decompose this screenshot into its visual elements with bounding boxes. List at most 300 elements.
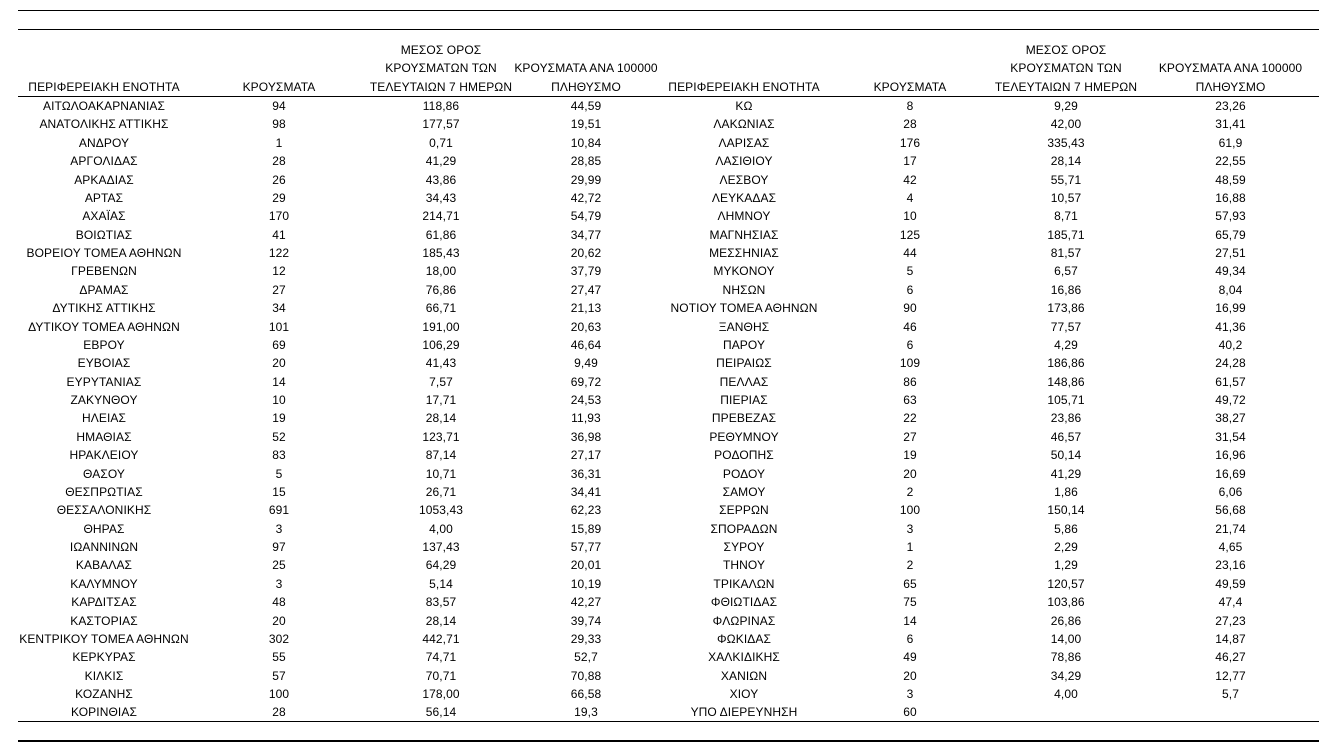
cases-cell: 20 — [272, 613, 286, 628]
cases-cell: 22 — [903, 411, 917, 426]
per100k-cell: 61,57 — [1215, 374, 1246, 389]
per100k-cell: 16,69 — [1215, 466, 1246, 481]
per100k-cell: 34,41 — [570, 484, 602, 499]
table-row — [18, 648, 1319, 666]
per100k-cell: 5,7 — [1222, 687, 1239, 701]
avg7-cell: 1,29 — [1054, 558, 1078, 573]
region-cell: ΠΡΕΒΕΖΑΣ — [711, 411, 777, 426]
per100k-cell: 62,23 — [570, 503, 602, 518]
cases-cell: 20 — [903, 466, 917, 481]
top-rule — [18, 10, 1319, 11]
cases-cell: 69 — [272, 337, 286, 352]
cases-cell: 57 — [272, 668, 286, 683]
table-row — [18, 318, 1319, 336]
cases-cell: 14 — [272, 374, 286, 389]
cases-cell: 75 — [903, 595, 917, 610]
region-cell: ΒΟΙΩΤΙΑΣ — [75, 227, 133, 242]
bottom-rule — [18, 740, 1319, 742]
header-avg7-right: ΜΕΣΟΣ ΟΡΟΣ ΚΡΟΥΣΜΑΤΩΝ ΤΩΝ ΤΕΛΕΥΤΑΙΩΝ 7 ΗΜΕΡΩΝ — [994, 42, 1138, 94]
region-cell: ΦΩΚΙΔΑΣ — [716, 631, 772, 646]
cases-cell: 86 — [903, 374, 917, 389]
per100k-cell: 40,2 — [1218, 337, 1243, 352]
per100k-cell: 19,3 — [574, 705, 598, 720]
avg7-cell: 8,71 — [1054, 209, 1078, 224]
cases-cell: 6 — [906, 631, 914, 646]
cases-cell: 6 — [906, 337, 914, 352]
per100k-cell: 20,62 — [570, 246, 602, 260]
per100k-cell: 56,68 — [1215, 503, 1246, 518]
per100k-cell: 27,23 — [1215, 613, 1246, 628]
cases-cell: 48 — [272, 595, 286, 610]
region-cell: ΝΗΣΩΝ — [722, 282, 766, 297]
region-cell: ΒΟΡΕΙΟΥ ΤΟΜΕΑ ΑΘΗΝΩΝ — [26, 246, 182, 260]
avg7-cell: 66,71 — [425, 301, 457, 316]
avg7-cell: 186,86 — [1047, 356, 1085, 371]
table-row — [18, 667, 1319, 685]
region-cell: ΖΑΚΥΝΘΟΥ — [70, 393, 138, 407]
avg7-cell: 177,57 — [422, 117, 460, 132]
cases-cell: 12 — [272, 264, 286, 279]
region-cell: ΡΟΔΟΥ — [722, 466, 766, 481]
table-row — [18, 630, 1319, 648]
cases-cell: 100 — [268, 687, 290, 701]
cases-cell: 55 — [272, 650, 286, 665]
per100k-cell: 38,27 — [1215, 411, 1246, 426]
avg7-cell: 43,86 — [425, 172, 457, 187]
avg7-cell: 5,14 — [429, 576, 453, 591]
cases-cell: 52 — [272, 429, 286, 444]
cases-cell: 19 — [903, 448, 917, 463]
avg7-cell: 55,71 — [1050, 172, 1082, 187]
header-region-right: ΠΕΡΙΦΕΡΕΙΑΚΗ ΕΝΟΤΗΤΑ — [668, 79, 820, 94]
cases-cell: 34 — [272, 301, 286, 316]
per100k-cell: 21,74 — [1215, 521, 1246, 536]
per100k-cell: 15,89 — [570, 521, 602, 536]
region-cell: ΠΙΕΡΙΑΣ — [720, 393, 768, 407]
avg7-cell: 6,57 — [1054, 264, 1078, 279]
cases-cell: 691 — [268, 503, 290, 518]
covid-cases-table — [18, 40, 1319, 722]
cases-cell: 109 — [899, 356, 921, 371]
region-cell: ΚΑΛΥΜΝΟΥ — [70, 576, 138, 591]
cases-cell: 1 — [906, 540, 914, 554]
cases-cell: 42 — [903, 172, 917, 187]
region-cell: ΚΑΣΤΟΡΙΑΣ — [70, 613, 138, 628]
region-cell: ΕΥΒΟΙΑΣ — [77, 356, 131, 371]
table-row — [18, 409, 1319, 427]
avg7-cell: 28,14 — [425, 411, 457, 426]
per100k-cell: 19,51 — [570, 117, 602, 132]
per100k-cell: 10,19 — [570, 576, 602, 591]
avg7-cell: 14,00 — [1050, 631, 1082, 646]
header-rule — [18, 29, 1319, 30]
region-cell: ΥΠΟ ΔΙΕΡΕΥΝΗΣΗ — [690, 705, 798, 720]
cases-cell: 5 — [275, 466, 283, 481]
avg7-cell: 4,00 — [429, 521, 453, 536]
table-row — [18, 703, 1319, 721]
region-cell: ΡΕΘΥΜΝΟΥ — [709, 429, 779, 444]
region-cell: ΣΑΜΟΥ — [722, 484, 766, 499]
table-row — [18, 152, 1319, 170]
per100k-cell: 14,87 — [1215, 631, 1246, 646]
cases-cell: 41 — [272, 227, 286, 242]
avg7-cell: 28,14 — [425, 613, 457, 628]
avg7-cell: 0,71 — [429, 135, 453, 150]
per100k-cell: 27,47 — [570, 282, 602, 297]
table-row — [18, 134, 1319, 152]
cases-cell: 3 — [275, 576, 283, 591]
per100k-cell: 21,13 — [570, 301, 602, 316]
region-cell: ΗΜΑΘΙΑΣ — [76, 429, 132, 444]
region-cell: ΔΥΤΙΚΗΣ ΑΤΤΙΚΗΣ — [52, 301, 156, 316]
region-cell: ΚΑΡΔΙΤΣΑΣ — [71, 595, 137, 610]
cases-cell: 83 — [272, 448, 286, 463]
avg7-cell: 10,71 — [425, 466, 457, 481]
cases-cell: 27 — [903, 429, 917, 444]
region-cell: ΛΗΜΝΟΥ — [717, 209, 771, 224]
region-cell: ΗΡΑΚΛΕΙΟΥ — [69, 448, 139, 463]
cases-cell: 170 — [268, 209, 290, 224]
avg7-cell: 442,71 — [422, 631, 460, 646]
table-row — [18, 354, 1319, 372]
avg7-cell: 83,57 — [425, 595, 457, 610]
avg7-cell: 214,71 — [422, 209, 460, 224]
cases-cell: 2 — [906, 484, 914, 499]
per100k-cell: 47,4 — [1218, 595, 1243, 610]
table-row — [18, 612, 1319, 630]
region-cell: ΚΕΡΚΥΡΑΣ — [72, 650, 136, 665]
region-cell: ΓΡΕΒΕΝΩΝ — [71, 264, 137, 279]
per100k-cell: 42,72 — [570, 190, 602, 205]
region-cell: ΦΛΩΡΙΝΑΣ — [712, 613, 776, 628]
region-cell: ΞΑΝΘΗΣ — [718, 319, 770, 334]
per100k-cell: 16,88 — [1215, 190, 1246, 205]
region-cell: ΘΑΣΟΥ — [83, 466, 125, 481]
region-cell: ΘΗΡΑΣ — [83, 521, 125, 536]
avg7-cell: 74,71 — [425, 650, 457, 665]
per100k-cell: 44,59 — [514, 97, 658, 116]
cases-cell: 302 — [268, 631, 290, 646]
avg7-cell: 120,57 — [1047, 576, 1085, 591]
per100k-cell: 24,28 — [1215, 356, 1246, 371]
table-row — [18, 501, 1319, 519]
cases-cell: 46 — [903, 319, 917, 334]
header-per100k-right: ΚΡΟΥΣΜΑΤΑ ΑΝΑ 100000 ΠΛΗΘΥΣΜΟ — [1158, 61, 1303, 94]
table-row — [18, 556, 1319, 574]
region-cell: ΛΕΥΚΑΔΑΣ — [711, 190, 777, 205]
region-cell: ΧΙΟΥ — [729, 687, 759, 701]
avg7-cell: 81,57 — [1050, 246, 1082, 260]
per100k-cell: 61,9 — [1218, 135, 1243, 150]
table-row — [18, 299, 1319, 317]
region-cell: ΑΡΓΟΛΙΔΑΣ — [70, 154, 138, 169]
avg7-cell: 41,29 — [425, 154, 457, 169]
per100k-cell: 9,49 — [574, 356, 598, 371]
per100k-cell: 27,51 — [1215, 246, 1246, 260]
region-cell: ΧΑΝΙΩΝ — [720, 668, 768, 683]
avg7-cell: 148,86 — [1047, 374, 1085, 389]
avg7-cell: 87,14 — [425, 448, 457, 463]
per100k-cell: 69,72 — [570, 374, 602, 389]
region-cell: ΔΡΑΜΑΣ — [79, 282, 129, 297]
cases-cell: 65 — [903, 576, 917, 591]
region-cell: ΚΟΡΙΝΘΙΑΣ — [71, 705, 137, 720]
cases-cell: 94 — [190, 97, 368, 116]
per100k-cell: 65,79 — [1215, 227, 1246, 242]
cases-cell: 2 — [906, 558, 914, 573]
avg7-cell: 105,71 — [1047, 393, 1085, 407]
table-row — [18, 575, 1319, 593]
per100k-cell: 23,26 — [1142, 97, 1319, 116]
table-row — [18, 115, 1319, 133]
cases-cell: 28 — [903, 117, 917, 132]
region-cell: ΚΙΛΚΙΣ — [84, 668, 124, 683]
avg7-cell: 46,57 — [1050, 429, 1082, 444]
avg7-cell: 106,29 — [422, 337, 460, 352]
region-cell: ΚΟΖΑΝΗΣ — [75, 687, 133, 701]
region-cell: ΝΟΤΙΟΥ ΤΟΜΕΑ ΑΘΗΝΩΝ — [670, 301, 818, 316]
region-cell: ΜΥΚΟΝΟΥ — [713, 264, 775, 279]
per100k-cell: 48,59 — [1215, 172, 1246, 187]
per100k-cell: 42,27 — [570, 595, 602, 610]
avg7-cell: 64,29 — [425, 558, 457, 573]
per100k-cell: 37,79 — [570, 264, 602, 279]
region-cell: ΤΗΝΟΥ — [722, 558, 766, 573]
cases-cell: 49 — [903, 650, 917, 665]
per100k-cell: 66,58 — [570, 687, 602, 701]
table-body — [18, 97, 1319, 722]
region-cell: ΣΥΡΟΥ — [723, 540, 765, 554]
avg7-cell: 9,29 — [990, 97, 1142, 116]
per100k-cell: 27,17 — [570, 448, 602, 463]
cases-cell: 97 — [272, 540, 286, 554]
table-row — [18, 520, 1319, 538]
region-cell: ΕΒΡΟΥ — [83, 337, 125, 352]
per100k-cell: 4,65 — [1218, 540, 1243, 554]
avg7-cell: 41,43 — [425, 356, 457, 371]
per100k-cell: 24,53 — [570, 393, 602, 407]
avg7-cell: 173,86 — [1047, 301, 1085, 316]
table-row — [18, 538, 1319, 556]
header-region-left: ΠΕΡΙΦΕΡΕΙΑΚΗ ΕΝΟΤΗΤΑ — [28, 79, 180, 94]
avg7-cell: 41,29 — [1050, 466, 1082, 481]
avg7-cell: 26,71 — [425, 484, 457, 499]
avg7-cell: 191,00 — [422, 319, 460, 334]
region-cell: ΠΑΡΟΥ — [722, 337, 766, 352]
cases-cell: 90 — [903, 301, 917, 316]
avg7-cell: 5,86 — [1054, 521, 1078, 536]
cases-cell: 60 — [903, 705, 917, 720]
per100k-cell: 20,63 — [570, 319, 602, 334]
cases-cell: 63 — [903, 393, 917, 407]
avg7-cell: 28,14 — [1050, 154, 1082, 169]
table-row — [18, 262, 1319, 280]
cases-cell: 3 — [906, 687, 914, 701]
region-cell: ΑΡΤΑΣ — [84, 190, 124, 205]
table-row — [18, 336, 1319, 354]
table-row — [18, 189, 1319, 207]
per100k-cell: 12,77 — [1215, 668, 1246, 683]
avg7-cell: 118,86 — [368, 97, 514, 116]
region-cell: ΛΑΡΙΣΑΣ — [718, 135, 770, 150]
cases-cell: 5 — [906, 264, 914, 279]
per100k-cell: 36,31 — [570, 466, 602, 481]
cases-cell: 14 — [903, 613, 917, 628]
region-cell: ΡΟΔΟΠΗΣ — [714, 448, 774, 463]
header-avg7-left: ΜΕΣΟΣ ΟΡΟΣ ΚΡΟΥΣΜΑΤΩΝ ΤΩΝ ΤΕΛΕΥΤΑΙΩΝ 7 ΗΜΕΡΩΝ — [369, 42, 513, 94]
cases-cell: 20 — [903, 668, 917, 683]
per100k-cell: 29,99 — [570, 172, 602, 187]
region-cell: ΘΕΣΠΡΩΤΙΑΣ — [65, 484, 143, 499]
cases-cell: 98 — [272, 117, 286, 132]
per100k-cell: 46,27 — [1215, 650, 1246, 665]
per100k-cell: 23,16 — [1215, 558, 1246, 573]
avg7-cell: 17,71 — [425, 393, 457, 407]
per100k-cell: 22,55 — [1215, 154, 1246, 169]
region-cell: ΜΑΓΝΗΣΙΑΣ — [709, 227, 779, 242]
cases-cell: 28 — [272, 154, 286, 169]
per100k-cell: 6,06 — [1218, 484, 1243, 499]
region-cell: ΤΡΙΚΑΛΩΝ — [713, 576, 775, 591]
header-cases-right: ΚΡΟΥΣΜΑΤΑ — [873, 79, 947, 94]
cases-cell: 20 — [272, 356, 286, 371]
cases-cell: 100 — [899, 503, 921, 518]
cases-cell: 10 — [903, 209, 917, 224]
per100k-cell — [1142, 703, 1319, 721]
cases-cell: 125 — [899, 227, 921, 242]
region-cell: ΛΑΣΙΘΙΟΥ — [715, 154, 773, 169]
region-cell: ΔΥΤΙΚΟΥ ΤΟΜΕΑ ΑΘΗΝΩΝ — [28, 319, 180, 334]
avg7-cell: 34,29 — [1050, 668, 1082, 683]
region-cell: ΚΕΝΤΡΙΚΟΥ ΤΟΜΕΑ ΑΘΗΝΩΝ — [19, 631, 189, 646]
cases-cell: 122 — [268, 246, 290, 260]
table-row — [18, 465, 1319, 483]
avg7-cell: 1053,43 — [418, 503, 464, 518]
table-row — [18, 226, 1319, 244]
table-end-rule — [18, 721, 1319, 722]
table-row — [18, 685, 1319, 703]
per100k-cell: 57,77 — [570, 540, 602, 554]
region-cell: ΚΑΒΑΛΑΣ — [75, 558, 133, 573]
avg7-cell: 335,43 — [1047, 135, 1085, 150]
cases-cell: 3 — [275, 521, 283, 536]
avg7-cell — [990, 703, 1142, 721]
region-cell: ΣΠΟΡΑΔΩΝ — [710, 521, 778, 536]
table-row — [18, 244, 1319, 262]
avg7-cell: 123,71 — [422, 429, 460, 444]
cases-cell: 44 — [903, 246, 917, 260]
per100k-cell: 31,41 — [1215, 117, 1246, 132]
avg7-cell: 76,86 — [425, 282, 457, 297]
avg7-cell: 18,00 — [425, 264, 457, 279]
region-cell: ΑΝΑΤΟΛΙΚΗΣ ΑΤΤΙΚΗΣ — [39, 117, 169, 132]
per100k-cell: 28,85 — [570, 154, 602, 169]
avg7-cell: 178,00 — [422, 687, 460, 701]
header-cases-left: ΚΡΟΥΣΜΑΤΑ — [242, 79, 316, 94]
per100k-cell: 39,74 — [570, 613, 602, 628]
per100k-cell: 70,88 — [570, 668, 602, 683]
avg7-cell: 2,29 — [1054, 540, 1078, 554]
cases-cell: 19 — [272, 411, 286, 426]
per100k-cell: 49,34 — [1215, 264, 1246, 279]
region-cell: ΧΑΛΚΙΔΙΚΗΣ — [708, 650, 780, 665]
per100k-cell: 49,59 — [1215, 576, 1246, 591]
header-per100k-left: ΚΡΟΥΣΜΑΤΑ ΑΝΑ 100000 ΠΛΗΘΥΣΜΟ — [514, 61, 658, 94]
table-row — [18, 97, 1319, 116]
cases-cell: 27 — [272, 282, 286, 297]
avg7-cell: 42,00 — [1050, 117, 1082, 132]
region-cell: ΚΩ — [658, 97, 830, 116]
cases-cell: 28 — [272, 705, 286, 720]
per100k-cell: 20,01 — [570, 558, 602, 573]
region-cell: ΗΛΕΙΑΣ — [81, 411, 127, 426]
avg7-cell: 4,29 — [1054, 337, 1078, 352]
region-cell: ΑΝΔΡΟΥ — [78, 135, 130, 150]
avg7-cell: 34,43 — [425, 190, 457, 205]
cases-cell: 25 — [272, 558, 286, 573]
cases-cell: 1 — [275, 135, 283, 150]
region-cell: ΘΕΣΣΑΛΟΝΙΚΗΣ — [56, 503, 152, 518]
per100k-cell: 57,93 — [1215, 209, 1246, 224]
table-row — [18, 171, 1319, 189]
region-cell: ΠΕΛΛΑΣ — [719, 374, 769, 389]
cases-cell: 4 — [906, 190, 914, 205]
header-row — [18, 40, 1319, 97]
region-cell: ΑΙΤΩΛΟΑΚΑΡΝΑΝΙΑΣ — [18, 97, 190, 116]
per100k-cell: 31,54 — [1215, 429, 1246, 444]
per100k-cell: 8,04 — [1218, 282, 1243, 297]
per100k-cell: 11,93 — [571, 411, 601, 426]
region-cell: ΜΕΣΣΗΝΙΑΣ — [709, 246, 779, 260]
cases-cell: 3 — [906, 521, 914, 536]
cases-cell: 6 — [906, 282, 914, 297]
region-cell: ΑΡΚΑΔΙΑΣ — [74, 172, 134, 187]
cases-cell: 17 — [903, 154, 917, 169]
cases-cell: 8 — [830, 97, 990, 116]
avg7-cell: 10,57 — [1050, 190, 1082, 205]
per100k-cell: 16,99 — [1215, 301, 1246, 316]
table-row — [18, 483, 1319, 501]
avg7-cell: 16,86 — [1050, 282, 1082, 297]
avg7-cell: 23,86 — [1050, 411, 1082, 426]
per100k-cell: 29,33 — [570, 631, 602, 646]
per100k-cell: 46,64 — [570, 337, 602, 352]
table-row — [18, 373, 1319, 391]
avg7-cell: 103,86 — [1047, 595, 1085, 610]
region-cell: ΛΕΣΒΟΥ — [719, 172, 769, 187]
avg7-cell: 56,14 — [425, 705, 457, 720]
per100k-cell: 52,7 — [574, 650, 598, 665]
cases-cell: 26 — [272, 172, 286, 187]
avg7-cell: 1,86 — [1054, 484, 1078, 499]
avg7-cell: 185,71 — [1047, 227, 1085, 242]
region-cell: ΑΧΑΪΑΣ — [82, 209, 126, 224]
avg7-cell: 137,43 — [422, 540, 460, 554]
avg7-cell: 7,57 — [429, 374, 453, 389]
cases-cell: 176 — [899, 135, 921, 150]
table-row — [18, 593, 1319, 611]
region-cell: ΠΕΙΡΑΙΩΣ — [716, 356, 772, 371]
avg7-cell: 50,14 — [1050, 448, 1082, 463]
avg7-cell: 150,14 — [1047, 503, 1085, 518]
avg7-cell: 78,86 — [1050, 650, 1082, 665]
avg7-cell: 70,71 — [425, 668, 457, 683]
per100k-cell: 49,72 — [1215, 393, 1246, 407]
region-cell: ΕΥΡΥΤΑΝΙΑΣ — [66, 374, 142, 389]
table-row — [18, 281, 1319, 299]
region-cell: ΙΩΑΝΝΙΝΩΝ — [69, 540, 139, 554]
per100k-cell: 54,79 — [570, 209, 602, 224]
